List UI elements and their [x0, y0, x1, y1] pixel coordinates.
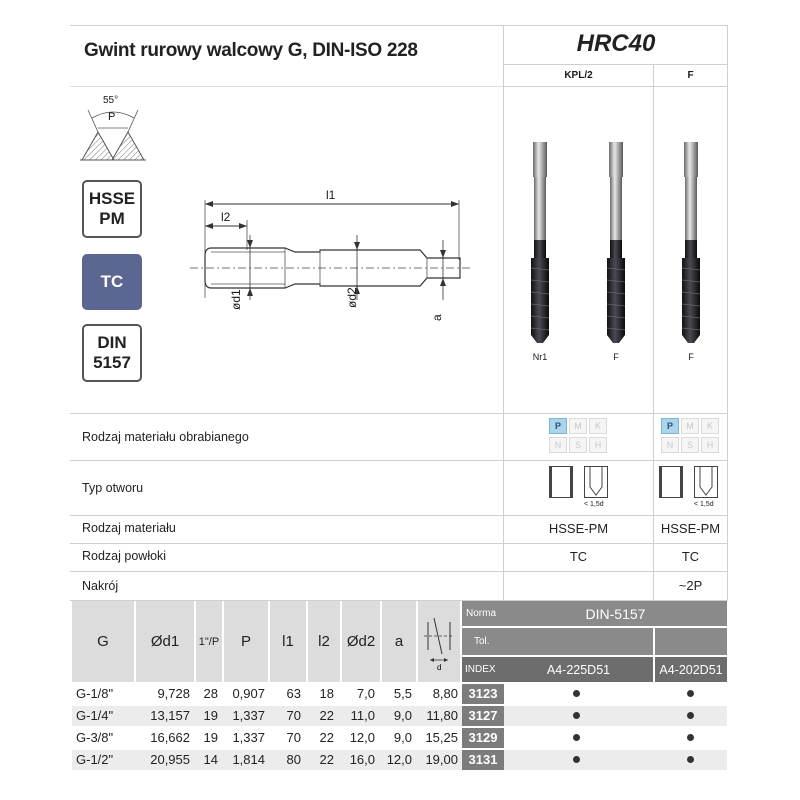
cell-d1: 9,728: [157, 686, 190, 701]
through-hole-icon: [549, 466, 573, 498]
column-header-kpl2: KPL/2: [564, 70, 593, 81]
cell-l1: 63: [286, 686, 301, 701]
col-header-p: P: [224, 601, 268, 682]
cell-a: 9,0: [393, 708, 412, 723]
cell-d1: 16,662: [150, 730, 190, 745]
material-code-s: S: [681, 437, 699, 453]
through-hole-icon: [659, 466, 683, 498]
cell-l1: 70: [286, 708, 301, 723]
col-header-d2: Ød2: [342, 601, 380, 682]
cell-a: 12,0: [386, 752, 412, 767]
availability-dot: [573, 690, 580, 697]
chamfer-label: Nakrój: [82, 579, 119, 593]
cell-drill: 19,00: [425, 752, 458, 767]
material-code-m: M: [681, 418, 699, 434]
tool-caption: F: [613, 352, 619, 362]
page-title: Gwint rurowy walcowy G, DIN-ISO 228: [84, 40, 418, 61]
cell-d2: 12,0: [349, 730, 375, 745]
l2-label: l2: [221, 210, 231, 224]
availability-dot: [687, 690, 694, 697]
cell-p: 1,337: [232, 730, 265, 745]
workpiece-material-label: Rodzaj materiału obrabianego: [82, 430, 249, 444]
availability-dot: [687, 734, 694, 741]
blind-hole-icon: [694, 466, 718, 498]
cell-d1: 20,955: [150, 752, 190, 767]
cell-index: 3123: [462, 684, 504, 704]
cell-p: 0,907: [232, 686, 265, 701]
cell-a: 9,0: [393, 730, 412, 745]
tool-caption: F: [688, 352, 694, 362]
availability-dot: [573, 712, 580, 719]
material-code-p: P: [661, 418, 679, 434]
material-code-h: H: [589, 437, 607, 453]
col-header-g: G: [72, 601, 134, 682]
norma-header: Norma: [462, 601, 504, 626]
cell-p: 1,814: [232, 752, 265, 767]
cell-g: G-1/2": [76, 752, 114, 767]
material-value-f: HSSE-PM: [660, 521, 721, 536]
tol-header: Tol.: [462, 628, 504, 655]
tol-cell-f: [655, 628, 727, 655]
a-label: a: [430, 314, 444, 321]
col-header-d1: Ød1: [136, 601, 194, 682]
column-header-f: F: [687, 70, 694, 81]
availability-dot: [687, 712, 694, 719]
material-code-n: N: [661, 437, 679, 453]
tol-cell-kpl2: [504, 628, 653, 655]
chamfer-value-f: ~2P: [678, 578, 703, 593]
cell-l1: 80: [286, 752, 301, 767]
cell-drill: 8,80: [432, 686, 458, 701]
cell-l1: 70: [286, 730, 301, 745]
cell-index: 3127: [462, 706, 504, 726]
din-5157-badge: DIN 5157: [82, 324, 142, 382]
availability-dot: [573, 756, 580, 763]
cell-index: 3131: [462, 750, 504, 770]
code-header-f: A4-202D51: [655, 657, 727, 682]
material-code-k: K: [701, 418, 719, 434]
coating-value-kpl2: TC: [569, 549, 588, 564]
tap-image-f-2: [676, 140, 706, 345]
cell-drill: 15,25: [425, 730, 458, 745]
tap-drawing: [185, 180, 475, 340]
pitch-label: P: [108, 111, 116, 123]
d1-label: ød1: [229, 289, 243, 310]
drill-diameter-icon: [418, 601, 460, 682]
material-code-m: M: [569, 418, 587, 434]
material-label: Rodzaj materiału: [82, 521, 176, 535]
col-header-a: a: [382, 601, 416, 682]
cell-tpi: 28: [203, 686, 218, 701]
thread-angle-label: 55°: [103, 95, 119, 106]
svg-text:d: d: [437, 662, 442, 672]
brand-label: HRC40: [576, 30, 656, 57]
availability-dot: [687, 756, 694, 763]
cell-index: 3129: [462, 728, 504, 748]
tool-caption: Nr1: [532, 352, 548, 362]
d2-label: ød2: [345, 287, 359, 308]
l1-label: l1: [326, 188, 336, 202]
material-code-h: H: [701, 437, 719, 453]
cell-d1: 13,157: [150, 708, 190, 723]
blind-hole-icon: [584, 466, 608, 498]
material-code-n: N: [549, 437, 567, 453]
cell-l2: 22: [319, 730, 334, 745]
hsse-pm-badge: HSSE PM: [82, 180, 142, 238]
cell-g: G-1/4": [76, 708, 114, 723]
cell-d2: 16,0: [349, 752, 375, 767]
cell-tpi: 14: [203, 752, 218, 767]
index-header: INDEX: [462, 657, 504, 682]
cell-g: G-3/8": [76, 730, 114, 745]
col-header-l2: l2: [308, 601, 340, 682]
cell-tpi: 19: [203, 730, 218, 745]
material-code-k: K: [589, 418, 607, 434]
cell-drill: 11,80: [426, 708, 458, 723]
material-value-kpl2: HSSE-PM: [548, 521, 609, 536]
cell-tpi: 19: [203, 708, 218, 723]
code-header-kpl2: A4-225D51: [504, 657, 653, 682]
material-code-p: P: [549, 418, 567, 434]
tap-image-f-1: [601, 140, 631, 345]
standard-header: DIN-5157: [504, 601, 727, 626]
col-header-l1: l1: [270, 601, 306, 682]
cell-g: G-1/8": [76, 686, 114, 701]
tap-image-nr1: [525, 140, 555, 345]
thread-profile-icon: [78, 92, 148, 164]
cell-d2: 11,0: [350, 708, 375, 723]
hole-type-label: Typ otworu: [82, 481, 144, 495]
coating-value-f: TC: [681, 549, 700, 564]
hole-note: < 1,5d: [584, 501, 604, 508]
col-header-tpi: 1"/P: [196, 601, 222, 682]
cell-l2: 22: [319, 708, 334, 723]
cell-p: 1,337: [232, 708, 265, 723]
cell-a: 5,5: [393, 686, 412, 701]
material-code-s: S: [569, 437, 587, 453]
coating-label: Rodzaj powłoki: [82, 549, 167, 563]
availability-dot: [573, 734, 580, 741]
cell-d2: 7,0: [356, 686, 375, 701]
tc-badge: TC: [82, 254, 142, 310]
cell-l2: 22: [319, 752, 334, 767]
hole-note: < 1,5d: [694, 501, 714, 508]
cell-l2: 18: [319, 686, 334, 701]
